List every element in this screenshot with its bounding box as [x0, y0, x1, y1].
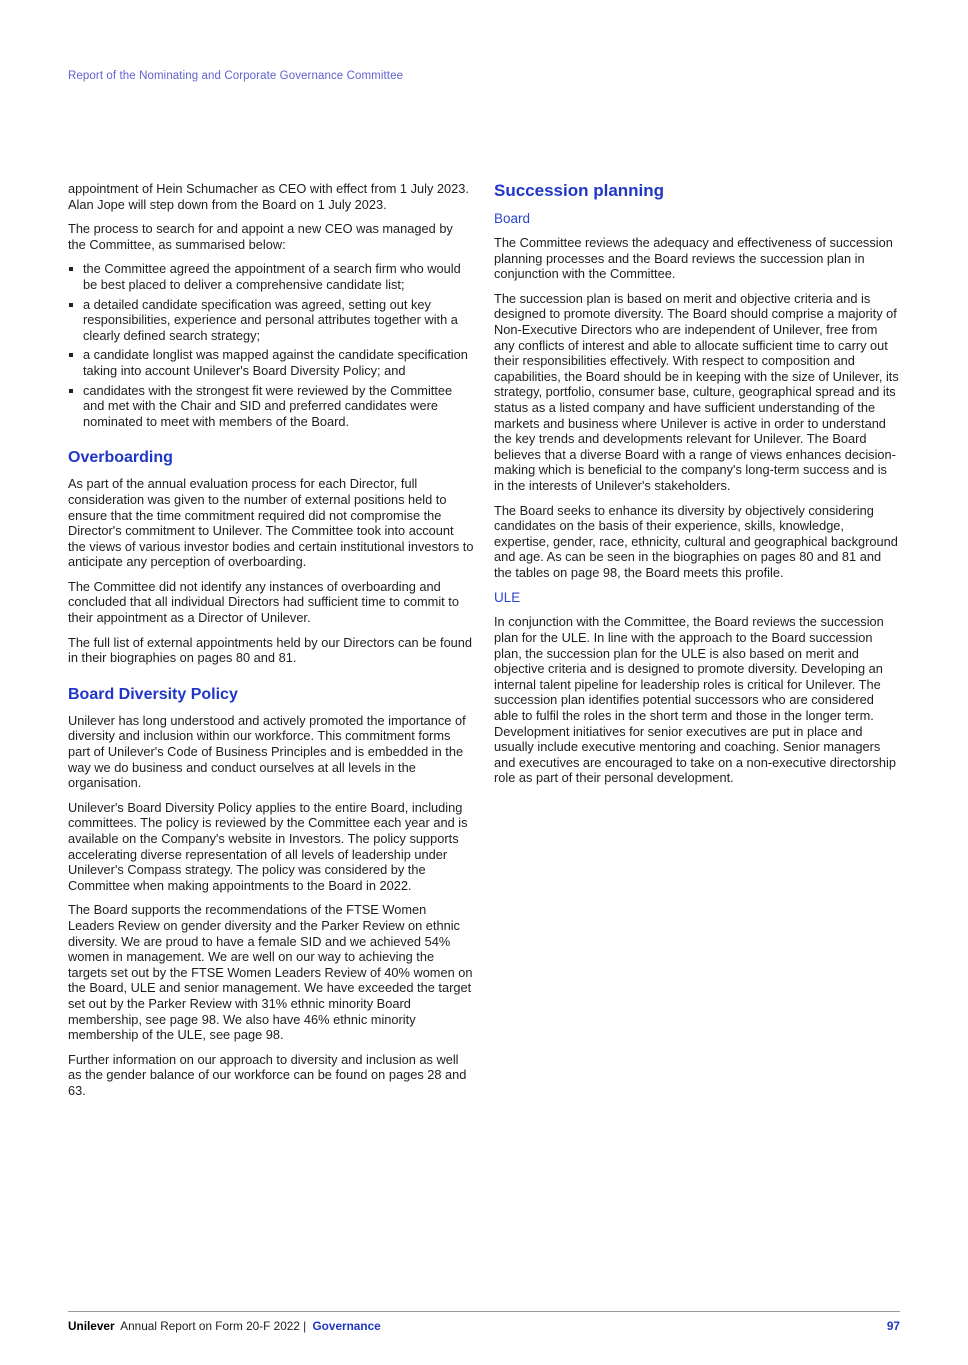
- footer-report-name: Annual Report on Form 20-F 2022 |: [120, 1319, 307, 1333]
- running-header: Report of the Nominating and Corporate Governance Committee: [68, 70, 404, 82]
- section-heading-overboarding: Overboarding: [68, 449, 173, 467]
- bullet-item: [68, 347, 474, 378]
- bullet-text: a detailed candidate specification was agreed, setting out key responsibilities, experience and personal attributes together with a clearly defined search strategy;: [83, 296, 458, 343]
- footer-divider: [68, 1311, 900, 1312]
- paragraph-diversity-4: Further information on our approach to diversity and inclusion as well as the gender balance of our workforce can be found on pages 28 and 63.: [68, 1051, 467, 1098]
- paragraph-ceo-appointment: appointment of Hein Schumacher as CEO with effect from 1 July 2023. Alan Jope will step down from the Board on 1 July 2023.: [68, 181, 469, 212]
- paragraph-overboarding-3: The full list of external appointments held by our Directors can be found in their biographies on pages 80 and 81.: [68, 634, 473, 666]
- bullet-text: candidates with the strongest fit were reviewed by the Committee and met with the Chair and SID and preferred candidates were nominated to meet with members of the Board.: [83, 382, 453, 429]
- paragraph-succession-board-1: The Committee reviews the adequacy and effectiveness of succession planning processes and the Board reviews the succession plan in conjunction with the Committee.: [494, 235, 893, 282]
- bullet-square-icon: [69, 267, 73, 271]
- paragraph-succession-ule-1: In conjunction with the Committee, the Board reviews the succession plan for the ULE. In line with the approach to the Board succession plan, the succession plan for the ULE is also based on merit and objective criteria and is designed to promote diversity. Developing an internal talent pipeline for leadership roles is critical for Unilever. The succession plan identifies potential successors who are considered able to fulfil the roles in the short term and those in the longer term. Development initiatives for senior executives are put in place and usually include executive mentoring and coaching. Senior managers and executives are encouraged to take on a non-executive directorship role as part of their personal development.: [494, 614, 896, 786]
- bullet-square-icon: [69, 303, 73, 307]
- subheading-board: Board: [494, 211, 531, 226]
- section-heading-board-diversity-policy: Board Diversity Policy: [68, 685, 238, 703]
- footer-report-title: [68, 1319, 384, 1333]
- paragraph-ceo-search-intro: The process to search for and appoint a new CEO was managed by the Committee, as summarised below:: [68, 221, 453, 252]
- content-columns: [68, 181, 900, 1108]
- paragraph-overboarding-1: As part of the annual evaluation process for each Director, full consideration was given to the number of external positions held to ensure that the time commitment required did not compromise the Director's commitment to Unilever. The Committee took into account the views of various investor bodies and certain institutional investors to anticipate any perception of overboarding.: [68, 476, 474, 570]
- bullet-item: [68, 261, 474, 292]
- paragraph-diversity-2: Unilever's Board Diversity Policy applies to the entire Board, including committees. The policy is reviewed by the Committee each year and is available on the Company's website in Investors. The policy supports accelerating diverse representation of all levels of leadership under Unilever's Compass strategy. The policy was considered by the Committee when making appointments to the Board in 2022.: [68, 799, 468, 893]
- bullet-square-icon: [69, 389, 73, 393]
- left-column: [68, 181, 474, 1108]
- right-column: [494, 181, 900, 1108]
- footer: [68, 1319, 900, 1333]
- paragraph-overboarding-2: The Committee did not identify any instances of overboarding and concluded that all individual Directors had sufficient time to commit to their appointment as a Director of Unilever.: [68, 578, 459, 626]
- bullet-item: [68, 383, 474, 430]
- paragraph-succession-board-2: The succession plan is based on merit and objective criteria and is designed to promote diversity. The Board should comprise a majority of Non-Executive Directors who are independent of Unilever, free from any conflicts of interest and able to allocate sufficient time to carry out their responsibilities effectively. With respect to composition and capabilities, the Board should be in keeping with the size of Unilever, its strategy, portfolio, consumer base, culture, geographical spread and its status as a listed company and have sufficient understanding of the markets and business where Unilever is active in order to understand the key trends and developments relevant for Unilever. The Board believes that a diverse Board with a range of views enhances decision-making which is beneficial to the company's long-term success and is in the interests of Unilever's stakeholders.: [494, 290, 899, 493]
- paragraph-diversity-1: Unilever has long understood and actively promoted the importance of diversity and inclusion within our workforce. This commitment forms part of Unilever's Code of Business Principles and is embedded in the way we do business and conduct ourselves at all levels in the organisation.: [68, 712, 466, 791]
- bullet-text: a candidate longlist was mapped against the candidate specification taking into account Unilever's Board Diversity Policy; and: [83, 347, 468, 378]
- paragraph-diversity-3: The Board supports the recommendations of the FTSE Women Leaders Review on gender diversity and the Parker Review on ethnic diversity. We are proud to have a female SID and we achieved 54% women in management. We are well on our way to achieving the targets set out by the FTSE Women Leaders Review of 40% women on the Board, ULE and senior management. We have exceeded the target set out by the Parker Review with 31% ethnic minority Board membership, see page 98. We also have 46% ethnic minority membership of the ULE, see page 98.: [68, 902, 473, 1043]
- bullet-square-icon: [69, 353, 73, 357]
- section-heading-succession-planning: Succession planning: [494, 181, 665, 200]
- page-number: 97: [886, 1319, 900, 1333]
- bullet-item: [68, 297, 474, 344]
- subheading-ule: ULE: [494, 590, 521, 606]
- paragraph-succession-board-3: The Board seeks to enhance its diversity by objectively considering candidates on the basis of their experience, skills, knowledge, expertise, gender, race, ethnicity, cultural and geographical background and age. As can be seen in the biographies on pages 80 and 81 and the tables on page 98, the Board meets this profile.: [494, 502, 898, 580]
- footer-brand: Unilever: [68, 1319, 115, 1333]
- ceo-search-bullet-list: [68, 261, 474, 429]
- footer-section-label: Governance: [312, 1319, 381, 1333]
- bullet-text: the Committee agreed the appointment of a search firm who would be best placed to deliver a comprehensive candidate list;: [83, 261, 461, 292]
